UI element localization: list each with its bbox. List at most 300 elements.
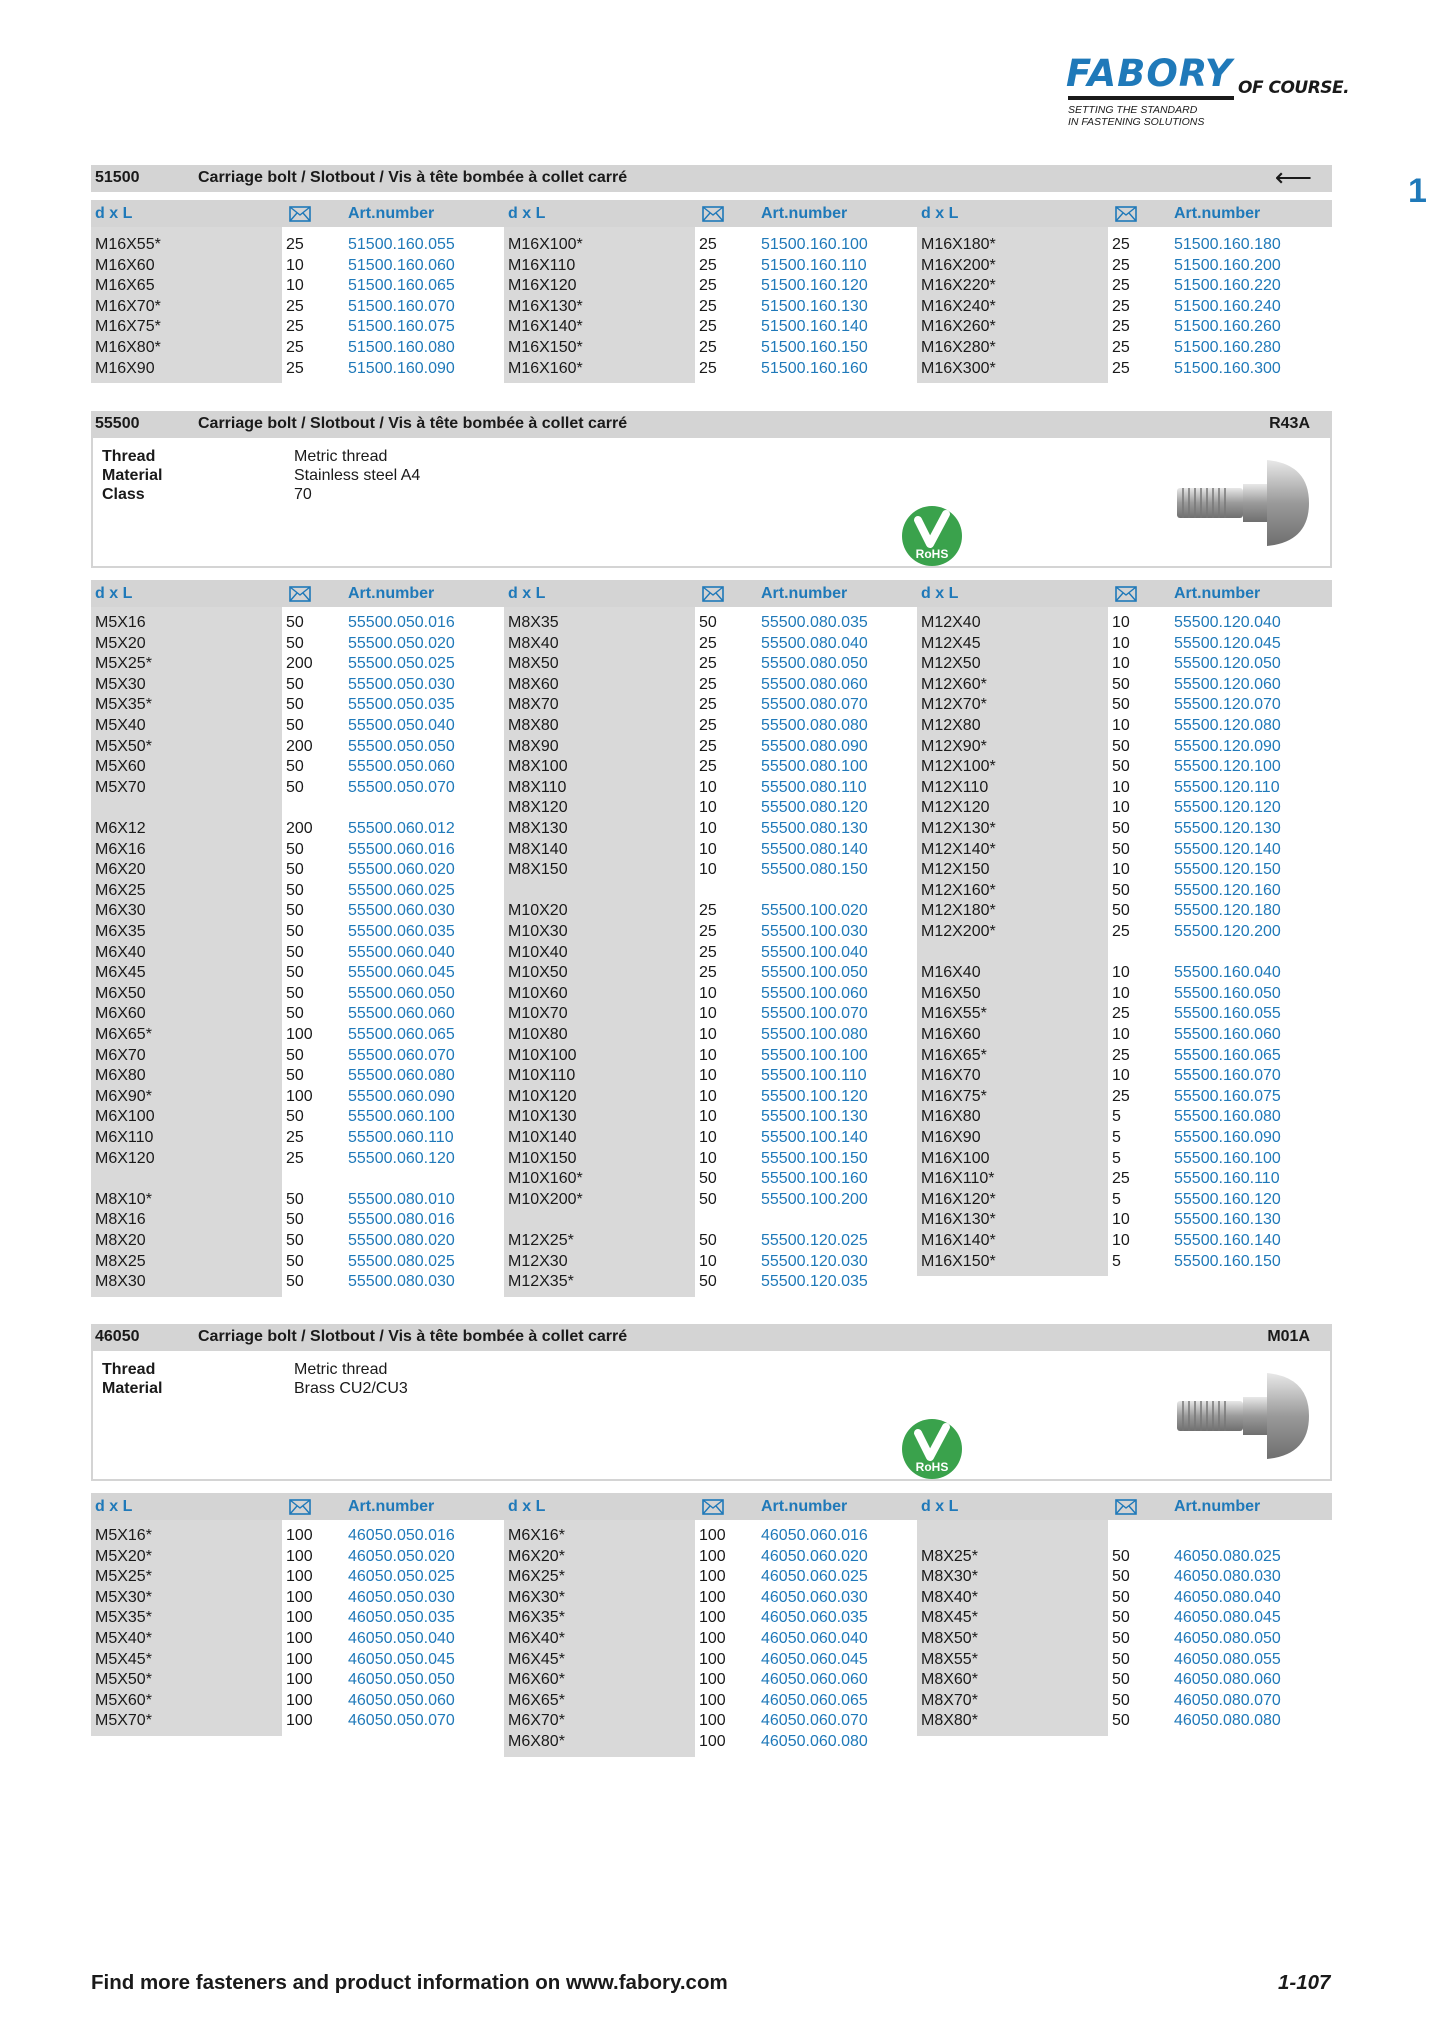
article-number-link[interactable]: 46050.080.045	[1174, 1609, 1281, 1627]
quantity-cell: 50	[1112, 1609, 1130, 1627]
article-number-link[interactable]: 55500.120.160	[1174, 881, 1281, 899]
article-number-link[interactable]: 55500.100.060	[761, 984, 868, 1002]
quantity-cell: 50	[286, 717, 304, 734]
article-number-link[interactable]: 51500.160.090	[348, 359, 455, 377]
product-section-51500	[91, 162, 1332, 377]
article-number-link[interactable]: 55500.060.040	[348, 943, 455, 961]
article-number-link[interactable]: 55500.160.070	[1174, 1067, 1281, 1085]
size-cell: M5X25*	[95, 1568, 152, 1586]
quantity-cell: 100	[286, 1712, 313, 1730]
size-cell: M8X90	[508, 737, 559, 755]
article-number-link[interactable]: 51500.160.100	[761, 236, 868, 253]
quantity-cell: 100	[286, 1547, 313, 1565]
size-cell: M5X50*	[95, 737, 152, 755]
article-number-link[interactable]: 55500.080.060	[761, 675, 868, 693]
article-number-link[interactable]: 51500.160.140	[761, 318, 868, 336]
article-number-link[interactable]: 55500.050.060	[348, 758, 455, 776]
column-header-art-number: Art.number	[761, 205, 848, 222]
article-number-link[interactable]: 55500.160.150	[1174, 1252, 1281, 1270]
article-number-link[interactable]: 55500.050.020	[348, 634, 455, 652]
quantity-cell: 50	[286, 696, 304, 714]
article-number-link[interactable]: 46050.080.025	[1174, 1547, 1281, 1565]
quantity-cell: 100	[286, 1691, 313, 1709]
size-cell: M6X60	[95, 1005, 146, 1023]
quantity-cell: 25	[1112, 1087, 1130, 1105]
quantity-cell: 25	[1112, 1005, 1130, 1023]
article-number-link[interactable]: 55500.050.016	[348, 614, 455, 631]
quantity-cell: 50	[286, 758, 304, 776]
size-cell: M16X130*	[921, 1211, 996, 1229]
article-number-link[interactable]: 46050.060.025	[761, 1568, 868, 1586]
article-number-link[interactable]: 55500.060.035	[348, 923, 455, 940]
quantity-cell: 50	[286, 923, 304, 940]
envelope-icon	[289, 206, 311, 222]
article-number-link[interactable]: 55500.080.100	[761, 758, 868, 776]
article-number-link[interactable]: 51500.160.055	[348, 236, 455, 253]
article-number-link[interactable]: 55500.080.130	[761, 820, 868, 837]
back-arrow-icon[interactable]: ⟵	[1274, 162, 1312, 192]
article-number-link[interactable]: 55500.060.025	[348, 881, 455, 899]
quantity-cell: 10	[699, 1087, 717, 1105]
article-number-link[interactable]: 55500.120.130	[1174, 820, 1281, 837]
quantity-cell: 10	[1112, 614, 1130, 631]
article-number-link[interactable]: 51500.160.160	[761, 359, 868, 377]
article-number-link[interactable]: 51500.160.070	[348, 297, 455, 315]
article-number-link[interactable]: 55500.080.120	[761, 799, 868, 817]
article-number-link[interactable]: 46050.060.016	[761, 1527, 868, 1544]
article-number-link[interactable]: 46050.050.030	[348, 1588, 455, 1606]
article-number-link[interactable]: 55500.120.120	[1174, 799, 1281, 817]
article-number-link[interactable]: 55500.160.065	[1174, 1046, 1281, 1064]
article-number-link[interactable]: 55500.100.150	[761, 1149, 868, 1167]
article-number-link[interactable]: 55500.060.045	[348, 964, 455, 982]
quantity-cell: 50	[1112, 1671, 1130, 1689]
quantity-cell: 50	[286, 1067, 304, 1085]
article-number-link[interactable]: 46050.050.035	[348, 1609, 455, 1627]
article-number-link[interactable]: 46050.060.020	[761, 1547, 868, 1565]
quantity-cell: 5	[1112, 1108, 1121, 1126]
quantity-cell: 25	[286, 318, 304, 336]
quantity-cell: 10	[699, 820, 717, 837]
article-number-link[interactable]: 55500.060.060	[348, 1005, 455, 1023]
article-number-link[interactable]: 55500.100.070	[761, 1005, 868, 1023]
quantity-cell: 100	[699, 1671, 726, 1689]
quantity-cell: 10	[699, 778, 717, 796]
article-number-link[interactable]: 51500.160.240	[1174, 297, 1281, 315]
quantity-cell: 50	[286, 675, 304, 693]
quantity-cell: 50	[286, 1190, 304, 1208]
size-cell: M16X80*	[95, 339, 161, 356]
size-cell: M6X25*	[508, 1568, 565, 1586]
article-number-link[interactable]: 55500.050.050	[348, 737, 455, 755]
logo-tagline	[1068, 104, 1204, 128]
article-number-link[interactable]: 55500.080.030	[348, 1273, 455, 1291]
size-cell: M6X100	[95, 1108, 155, 1126]
article-number-link[interactable]: 55500.050.025	[348, 655, 455, 673]
quantity-cell: 100	[699, 1733, 726, 1750]
article-number-link[interactable]: 55500.060.020	[348, 861, 455, 879]
article-number-link[interactable]: 55500.060.110	[348, 1129, 454, 1146]
article-number-link[interactable]: 55500.120.140	[1174, 840, 1281, 858]
rohs-icon	[900, 504, 964, 568]
envelope-icon	[289, 1499, 311, 1515]
footer-text: Find more fasteners and product information on www.fabory.com	[91, 1971, 728, 1994]
size-cell: M10X40	[508, 943, 568, 961]
article-number-link[interactable]: 55500.080.010	[348, 1190, 455, 1208]
article-number-link[interactable]: 46050.060.030	[761, 1588, 868, 1606]
size-cell: M6X30*	[508, 1588, 565, 1606]
size-cell: M8X70*	[921, 1691, 978, 1709]
article-number-link[interactable]: 55500.060.080	[348, 1067, 455, 1085]
quantity-cell: 200	[286, 655, 313, 673]
quantity-cell: 10	[1112, 984, 1130, 1002]
product-table	[91, 227, 1332, 377]
article-number-link[interactable]: 51500.160.080	[348, 339, 455, 356]
article-number-link[interactable]: 55500.160.055	[1174, 1005, 1281, 1023]
article-number-link[interactable]: 55500.120.200	[1174, 923, 1281, 940]
info-label: Class	[102, 486, 145, 503]
article-number-link[interactable]: 55500.060.065	[348, 1026, 455, 1043]
size-cell: M8X120	[508, 799, 568, 817]
quantity-cell: 10	[1112, 1232, 1130, 1249]
article-number-link[interactable]: 55500.100.020	[761, 902, 868, 920]
article-number-link[interactable]: 55500.080.070	[761, 696, 868, 714]
article-number-link[interactable]: 46050.060.040	[761, 1630, 868, 1647]
size-cell: M6X80	[95, 1067, 146, 1085]
info-label: Material	[102, 1380, 163, 1397]
size-cell: M10X160*	[508, 1170, 583, 1188]
article-number-link[interactable]: 55500.050.030	[348, 675, 455, 693]
quantity-cell: 50	[1112, 696, 1130, 714]
article-number-link[interactable]: 46050.080.050	[1174, 1630, 1281, 1647]
size-cell: M16X130*	[508, 297, 583, 315]
quantity-cell: 10	[1112, 634, 1130, 652]
article-number-link[interactable]: 46050.080.030	[1174, 1568, 1281, 1586]
article-number-link[interactable]: 55500.100.100	[761, 1046, 868, 1064]
article-number-link[interactable]: 51500.160.150	[761, 339, 868, 356]
quantity-cell: 10	[1112, 1067, 1130, 1085]
article-number-link[interactable]: 55500.120.025	[761, 1232, 868, 1249]
article-number-link[interactable]: 55500.080.080	[761, 717, 868, 734]
article-number-link[interactable]: 55500.080.025	[348, 1252, 455, 1270]
size-cell: M16X240*	[921, 297, 996, 315]
size-cell: M12X100*	[921, 758, 996, 776]
article-number-link[interactable]: 55500.100.030	[761, 923, 868, 940]
article-number-link[interactable]: 55500.060.070	[348, 1046, 455, 1064]
article-number-link[interactable]: 55500.120.150	[1174, 861, 1281, 879]
article-number-link[interactable]: 55500.060.050	[348, 984, 455, 1002]
size-cell: M8X25	[95, 1252, 146, 1270]
article-number-link[interactable]: 55500.100.160	[761, 1170, 868, 1188]
size-cell: M5X20	[95, 634, 146, 652]
size-cell: M10X200*	[508, 1190, 583, 1208]
size-cell: M10X130	[508, 1108, 577, 1126]
column-header-art-number: Art.number	[1174, 1498, 1261, 1515]
article-number-link[interactable]: 55500.160.050	[1174, 984, 1281, 1002]
quantity-cell: 10	[1112, 778, 1130, 796]
article-number-link[interactable]: 55500.120.110	[1174, 778, 1280, 796]
quantity-cell: 10	[1112, 717, 1130, 734]
size-cell: M5X40*	[95, 1630, 152, 1647]
article-number-link[interactable]: 55500.120.045	[1174, 634, 1281, 652]
article-number-link[interactable]: 46050.050.045	[348, 1650, 455, 1668]
size-cell: M6X45	[95, 964, 146, 982]
size-cell: M8X130	[508, 820, 568, 837]
article-number-link[interactable]: 55500.120.180	[1174, 902, 1281, 920]
size-cell: M12X30	[508, 1252, 568, 1270]
quantity-cell: 25	[286, 339, 304, 356]
article-number-link[interactable]: 55500.100.140	[761, 1129, 868, 1146]
quantity-cell: 10	[1112, 655, 1130, 673]
column-header-art-number: Art.number	[348, 585, 435, 602]
quantity-cell: 25	[1112, 359, 1130, 377]
column-header-bar	[91, 200, 1332, 227]
size-cell: M8X16	[95, 1211, 146, 1229]
quantity-cell: 50	[1112, 1547, 1130, 1565]
quantity-cell: 100	[286, 1671, 313, 1689]
quantity-cell: 100	[699, 1588, 726, 1606]
size-cell: M8X50	[508, 655, 559, 673]
quantity-cell: 25	[699, 696, 717, 714]
size-cell: M16X300*	[921, 359, 996, 377]
size-cell: M16X55*	[95, 236, 161, 253]
product-table	[91, 1520, 1332, 1760]
column-header-dxl: d x L	[95, 205, 133, 222]
article-number-link[interactable]: 55500.080.040	[761, 634, 868, 652]
quantity-cell: 100	[286, 1026, 313, 1043]
quantity-cell: 50	[699, 614, 717, 631]
article-number-link[interactable]: 55500.120.030	[761, 1252, 868, 1270]
size-cell: M8X140	[508, 840, 568, 858]
column-header-art-number: Art.number	[1174, 205, 1261, 222]
article-number-link[interactable]: 46050.060.070	[761, 1712, 868, 1730]
article-number-link[interactable]: 55500.100.080	[761, 1026, 868, 1043]
section-title: Carriage bolt / Slotbout / Vis à tête bombée à collet carré	[198, 1328, 628, 1345]
column-header-dxl: d x L	[508, 585, 546, 602]
quantity-cell: 10	[286, 277, 304, 295]
article-number-link[interactable]: 55500.160.120	[1174, 1190, 1281, 1208]
size-cell: M16X90	[95, 359, 155, 377]
quantity-cell: 100	[699, 1568, 726, 1586]
article-number-link[interactable]: 55500.060.030	[348, 902, 455, 920]
article-number-link[interactable]: 55500.060.012	[348, 820, 455, 837]
article-number-link[interactable]: 55500.120.050	[1174, 655, 1281, 673]
size-cell: M16X140*	[921, 1232, 996, 1249]
size-cell: M6X40	[95, 943, 146, 961]
article-number-link[interactable]: 55500.120.090	[1174, 737, 1281, 755]
article-number-link[interactable]: 55500.160.090	[1174, 1129, 1281, 1146]
article-number-link[interactable]: 55500.160.075	[1174, 1087, 1281, 1105]
envelope-icon	[1115, 1499, 1137, 1515]
quantity-cell: 50	[286, 1005, 304, 1023]
article-number-link[interactable]: 55500.100.050	[761, 964, 868, 982]
article-number-link[interactable]: 55500.160.080	[1174, 1108, 1281, 1126]
article-number-link[interactable]: 51500.160.130	[761, 297, 868, 315]
article-number-link[interactable]: 55500.080.090	[761, 737, 868, 755]
article-number-link[interactable]: 55500.100.040	[761, 943, 868, 961]
article-number-link[interactable]: 55500.060.016	[348, 840, 455, 858]
size-cell: M16X180*	[921, 236, 996, 253]
size-cell: M6X90*	[95, 1087, 152, 1105]
article-number-link[interactable]: 46050.060.065	[761, 1691, 868, 1709]
size-cell: M6X25	[95, 881, 146, 899]
section-code: 51500	[95, 169, 140, 186]
quantity-cell: 10	[699, 984, 717, 1002]
quantity-cell: 10	[286, 256, 304, 274]
article-number-link[interactable]: 46050.080.040	[1174, 1588, 1281, 1606]
article-number-link[interactable]: 55500.160.140	[1174, 1232, 1281, 1249]
quantity-cell: 100	[286, 1609, 313, 1627]
quantity-cell: 100	[286, 1588, 313, 1606]
article-number-link[interactable]: 46050.050.040	[348, 1630, 455, 1647]
size-cell: M6X20*	[508, 1547, 565, 1565]
article-number-link[interactable]: 46050.050.020	[348, 1547, 455, 1565]
section-header	[91, 411, 1332, 438]
quantity-cell: 25	[699, 902, 717, 920]
size-cell: M16X110*	[921, 1170, 995, 1188]
quantity-cell: 25	[699, 717, 717, 734]
size-cell: M12X45	[921, 634, 981, 652]
article-number-link[interactable]: 51500.160.200	[1174, 256, 1281, 274]
article-number-link[interactable]: 55500.120.040	[1174, 614, 1281, 631]
article-number-link[interactable]: 55500.100.130	[761, 1108, 868, 1126]
quantity-cell: 25	[699, 737, 717, 755]
size-cell: M12X90*	[921, 737, 987, 755]
article-number-link[interactable]: 55500.080.020	[348, 1232, 455, 1249]
size-cell: M12X150	[921, 861, 990, 879]
article-number-link[interactable]: 55500.160.130	[1174, 1211, 1281, 1229]
article-number-link[interactable]: 46050.050.060	[348, 1691, 455, 1709]
article-number-link[interactable]: 46050.050.070	[348, 1712, 455, 1730]
article-number-link[interactable]: 46050.050.025	[348, 1568, 455, 1586]
size-cell: M5X70	[95, 778, 146, 796]
size-cell: M12X80	[921, 717, 981, 734]
article-number-link[interactable]: 51500.160.260	[1174, 318, 1281, 336]
article-number-link[interactable]: 55500.050.070	[348, 778, 455, 796]
article-number-link[interactable]: 46050.080.070	[1174, 1691, 1281, 1709]
column-header-bar	[91, 1493, 1332, 1520]
envelope-icon	[1115, 206, 1137, 222]
article-number-link[interactable]: 55500.160.060	[1174, 1026, 1281, 1043]
rohs-label: RoHS	[915, 1460, 949, 1474]
article-number-link[interactable]: 51500.160.065	[348, 277, 455, 295]
article-number-link[interactable]: 51500.160.300	[1174, 359, 1281, 377]
article-number-link[interactable]: 51500.160.280	[1174, 339, 1281, 356]
article-number-link[interactable]: 55500.060.090	[348, 1087, 455, 1105]
quantity-cell: 10	[699, 1026, 717, 1043]
article-number-link[interactable]: 55500.100.200	[761, 1190, 868, 1208]
quantity-cell: 5	[1112, 1129, 1121, 1146]
article-number-link[interactable]: 55500.080.150	[761, 861, 868, 879]
article-number-link[interactable]: 46050.060.045	[761, 1650, 868, 1668]
quantity-cell: 50	[699, 1232, 717, 1249]
article-number-link[interactable]: 46050.060.060	[761, 1671, 868, 1689]
article-number-link[interactable]: 46050.050.016	[348, 1527, 455, 1544]
size-cell: M5X30	[95, 675, 146, 693]
quantity-cell: 100	[699, 1547, 726, 1565]
article-number-link[interactable]: 51500.160.220	[1174, 277, 1281, 295]
quantity-cell: 50	[286, 1108, 304, 1126]
size-cell: M16X50	[921, 984, 981, 1002]
size-cell: M16X140*	[508, 318, 583, 336]
article-number-link[interactable]: 46050.080.055	[1174, 1650, 1281, 1668]
article-number-link[interactable]: 55500.160.100	[1174, 1149, 1281, 1167]
size-cell: M12X130*	[921, 820, 996, 837]
article-number-link[interactable]: 55500.060.120	[348, 1149, 455, 1167]
envelope-icon	[702, 206, 724, 222]
envelope-icon	[702, 1499, 724, 1515]
article-number-link[interactable]: 55500.080.035	[761, 614, 868, 631]
article-number-link[interactable]: 55500.060.100	[348, 1108, 455, 1126]
article-number-link[interactable]: 51500.160.075	[348, 318, 455, 336]
size-cell: M6X16	[95, 840, 146, 858]
size-cell: M16X220*	[921, 277, 996, 295]
article-number-link[interactable]: 51500.160.060	[348, 256, 455, 274]
article-number-link[interactable]: 46050.080.060	[1174, 1671, 1281, 1689]
size-cell: M6X35*	[508, 1609, 565, 1627]
size-cell: M16X100	[921, 1149, 990, 1167]
article-number-link[interactable]: 55500.120.100	[1174, 758, 1281, 776]
article-number-link[interactable]: 55500.080.016	[348, 1211, 455, 1229]
article-number-link[interactable]: 46050.080.080	[1174, 1712, 1281, 1730]
article-number-link[interactable]: 51500.160.120	[761, 277, 868, 295]
size-cell: M5X60*	[95, 1691, 152, 1709]
size-cell: M16X75*	[921, 1087, 987, 1105]
article-number-link[interactable]: 55500.080.050	[761, 655, 868, 673]
article-number-link[interactable]: 55500.120.060	[1174, 675, 1281, 693]
size-cell: M16X65	[95, 277, 155, 295]
size-cell: M6X110	[95, 1129, 154, 1146]
quantity-cell: 10	[1112, 1211, 1130, 1229]
article-number-link[interactable]: 55500.120.035	[761, 1273, 868, 1291]
article-number-link[interactable]: 51500.160.110	[761, 256, 867, 274]
quantity-cell: 50	[286, 964, 304, 982]
info-label: Thread	[102, 448, 156, 465]
quantity-cell: 100	[286, 1630, 313, 1647]
article-number-link[interactable]: 51500.160.180	[1174, 236, 1281, 253]
quantity-cell: 25	[699, 339, 717, 356]
article-number-link[interactable]: 46050.060.035	[761, 1609, 868, 1627]
article-number-link[interactable]: 55500.050.040	[348, 717, 455, 734]
article-number-link[interactable]: 55500.160.110	[1174, 1170, 1280, 1188]
quantity-cell: 50	[1112, 902, 1130, 920]
quantity-cell: 50	[286, 840, 304, 858]
article-number-link[interactable]: 55500.160.040	[1174, 964, 1281, 982]
article-number-link[interactable]: 55500.120.080	[1174, 717, 1281, 734]
quantity-cell: 50	[1112, 1588, 1130, 1606]
size-cell: M6X20	[95, 861, 146, 879]
size-cell: M5X45*	[95, 1650, 152, 1668]
article-number-link[interactable]: 55500.100.120	[761, 1087, 868, 1105]
quantity-cell: 50	[1112, 840, 1130, 858]
article-number-link[interactable]: 55500.120.070	[1174, 696, 1281, 714]
article-number-link[interactable]: 55500.100.110	[761, 1067, 867, 1085]
article-number-link[interactable]: 55500.080.110	[761, 778, 867, 796]
size-cell: M16X80	[921, 1108, 981, 1126]
quantity-cell: 25	[1112, 256, 1130, 274]
quantity-cell: 50	[286, 1273, 304, 1291]
quantity-cell: 25	[699, 359, 717, 377]
article-number-link[interactable]: 46050.060.080	[761, 1733, 868, 1750]
info-value: Metric thread	[294, 448, 388, 465]
quantity-cell: 25	[699, 236, 717, 253]
quantity-cell: 50	[1112, 758, 1130, 776]
quantity-cell: 25	[286, 297, 304, 315]
section-header	[91, 162, 1332, 192]
article-number-link[interactable]: 55500.080.140	[761, 840, 868, 858]
article-number-link[interactable]: 46050.050.050	[348, 1671, 455, 1689]
article-number-link[interactable]: 55500.050.035	[348, 696, 455, 714]
